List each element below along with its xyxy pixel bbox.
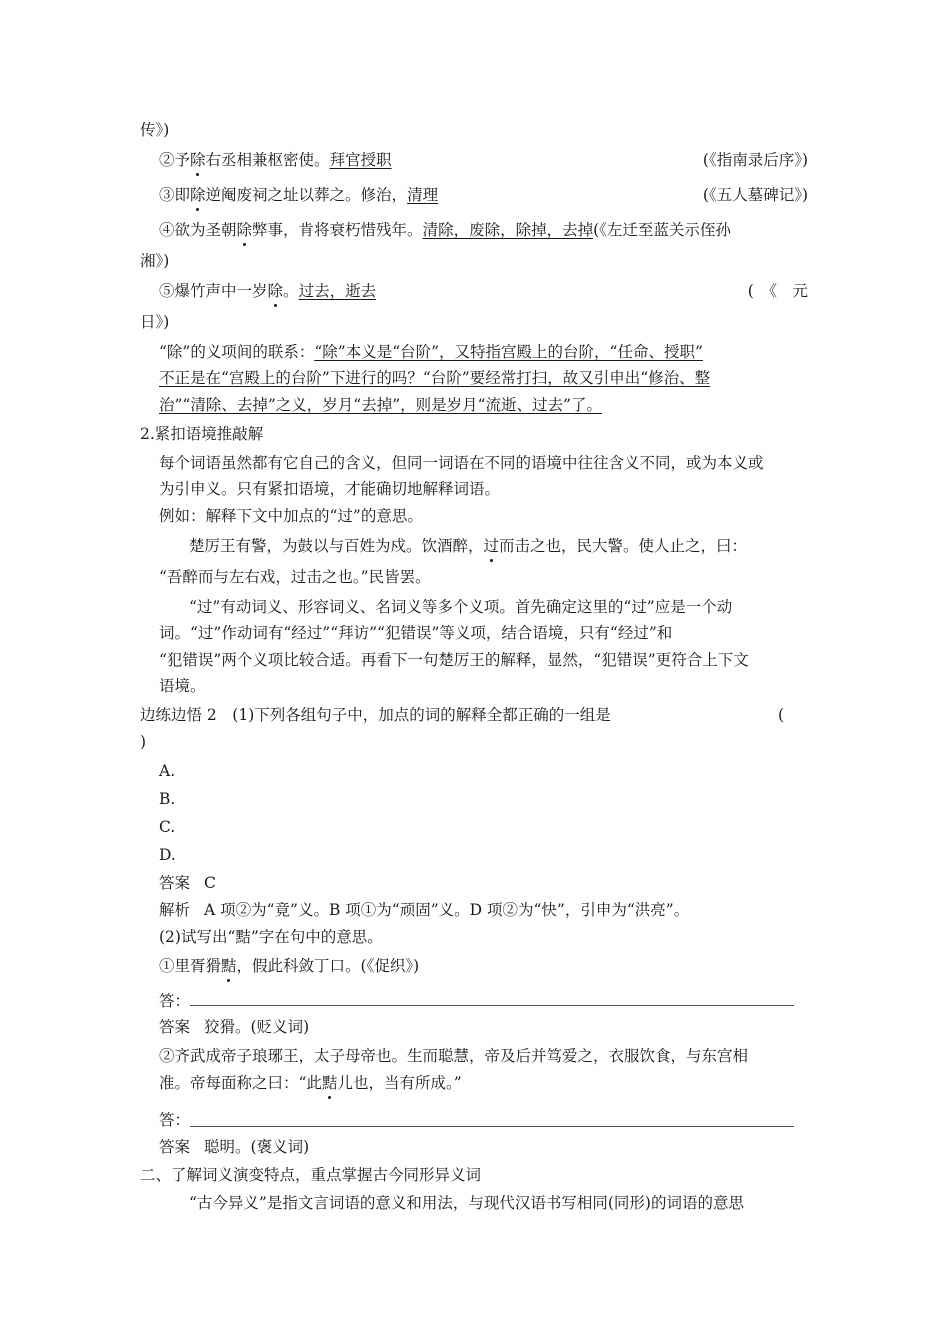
exercise-title: 边练边悟 2 (1)下列各组句子中，加点的词的解释全都正确的一组是	[140, 706, 611, 724]
analysis-line: 语境。	[159, 677, 206, 695]
example-item-3: ③即除逆阉废祠之址以葬之。修治，清理	[159, 186, 439, 204]
answer-paren-left: (	[778, 706, 785, 724]
source-continuation: 湘》)	[140, 252, 170, 270]
section-heading: 二、了解词义演变特点，重点掌握古今同形异义词	[140, 1166, 482, 1184]
analysis-line: “过”有动词义、形容词义、名词义等多个义项。首先确定这里的“过”应是一个动	[189, 598, 733, 616]
explanation-line: 解析 A 项②为“竟”义。B 项①为“顽固”义。D 项②为“快”，引申为“洪亮”。	[159, 901, 690, 919]
quote-line-1: 楚厉王有警，为鼓以与百姓为戍。饮酒醉，过而击之也，民大警。使人止之，曰：	[189, 537, 748, 555]
example-item-4: ④欲为圣朝除弊事，肯将衰朽惜残年。清除，废除，除掉，去掉(《左迁至蓝关示侄孙	[159, 221, 731, 239]
meaning-underlined: 清理	[407, 186, 439, 204]
answer-line: 答案 C	[159, 874, 216, 892]
section-heading: 2.紧扣语境推敲解	[140, 425, 264, 443]
source-citation: (《指南录后序》)	[702, 151, 808, 169]
quote-line-2: “吾醉而与左右戏，过击之也。”民皆罢。	[159, 568, 431, 586]
dotted-char: 除	[190, 186, 206, 204]
continued-source-line: 传》)	[140, 121, 170, 139]
option-c[interactable]: C.	[159, 818, 176, 836]
paragraph-line: 每个词语虽然都有它自己的含义，但同一词语在不同的语境中往往含义不同，或为本义或	[159, 454, 764, 472]
dotted-char: 除	[236, 221, 253, 239]
answer-blank-2[interactable]	[190, 1126, 794, 1127]
dotted-char: 黠	[221, 957, 237, 975]
answer-blank-1[interactable]	[190, 1005, 794, 1006]
analysis-line: 词。“过”作动词有“经过”“拜访”“犯错误”等义项，结合语境，只有“经过”和	[159, 624, 673, 642]
sentence-2-line-2: 准。帝每面称之曰：“此黠儿也，当有所成。”	[159, 1074, 462, 1092]
answer-paren-right: )	[140, 733, 147, 751]
source-citation: ( 《 元	[747, 282, 808, 300]
sentence-1: ①里胥猾黠，假此科敛丁口。(《促织》)	[159, 957, 420, 975]
option-a[interactable]: A.	[159, 762, 176, 780]
example-item-5: ⑤爆竹声中一岁除。过去，逝去	[159, 282, 377, 300]
dotted-char: 除	[190, 151, 206, 169]
source-citation: (《五人墓碑记》)	[702, 186, 808, 204]
meaning-underlined: 拜官授职	[329, 151, 392, 169]
dotted-char: 除	[267, 282, 284, 300]
link-paragraph-line-1: “除”的义项间的联系：“除”本义是“台阶”，又特指宫殿上的台阶，“任命、授职”	[159, 343, 703, 361]
question-2: (2)试写出“黠”字在句中的意思。	[159, 928, 383, 946]
example-intro: 例如：解释下文中加点的“过”的意思。	[159, 507, 423, 525]
link-paragraph-line-2: 不正是在“宫殿上的台阶”下进行的吗？“台阶”要经常打扫，故又引申出“修治、整	[159, 369, 711, 387]
answer-line: 答案 狡猾。(贬义词)	[159, 1018, 310, 1036]
answer-line: 答案 聪明。(褒义词)	[159, 1138, 310, 1156]
meaning-underlined: 清除，废除，除掉，去掉	[422, 221, 594, 239]
reply-label: 答：	[159, 992, 191, 1010]
example-item-2: ②予除右丞相兼枢密使。拜官授职	[159, 151, 392, 169]
paragraph-line: 为引申义。只有紧扣语境，才能确切地解释词语。	[159, 480, 501, 498]
sentence-2-line-1: ②齐武成帝子琅琊王，太子母帝也。生而聪慧，帝及后并笃爱之，衣服饮食，与东宫相	[159, 1047, 749, 1065]
analysis-line: “犯错误”两个义项比较合适。再看下一句楚厉王的解释，显然，“犯错误”更符合上下文	[159, 651, 749, 669]
option-b[interactable]: B.	[159, 790, 176, 808]
link-paragraph-line-3: 治”“清除、去掉”之义，岁月“去掉”，则是岁月“流逝、过去”了。	[159, 396, 602, 414]
dotted-char: 过	[483, 537, 500, 555]
meaning-underlined: 过去，逝去	[298, 282, 377, 300]
paragraph-line: “古今异义”是指文言词语的意义和用法，与现代汉语书写相同(同形)的词语的意思	[189, 1194, 744, 1212]
dotted-char: 黠	[321, 1074, 338, 1092]
source-citation: (《左迁至蓝关示侄孙	[593, 221, 731, 239]
source-continuation: 日》)	[140, 313, 170, 331]
reply-label: 答：	[159, 1111, 191, 1129]
option-d[interactable]: D.	[159, 846, 176, 864]
